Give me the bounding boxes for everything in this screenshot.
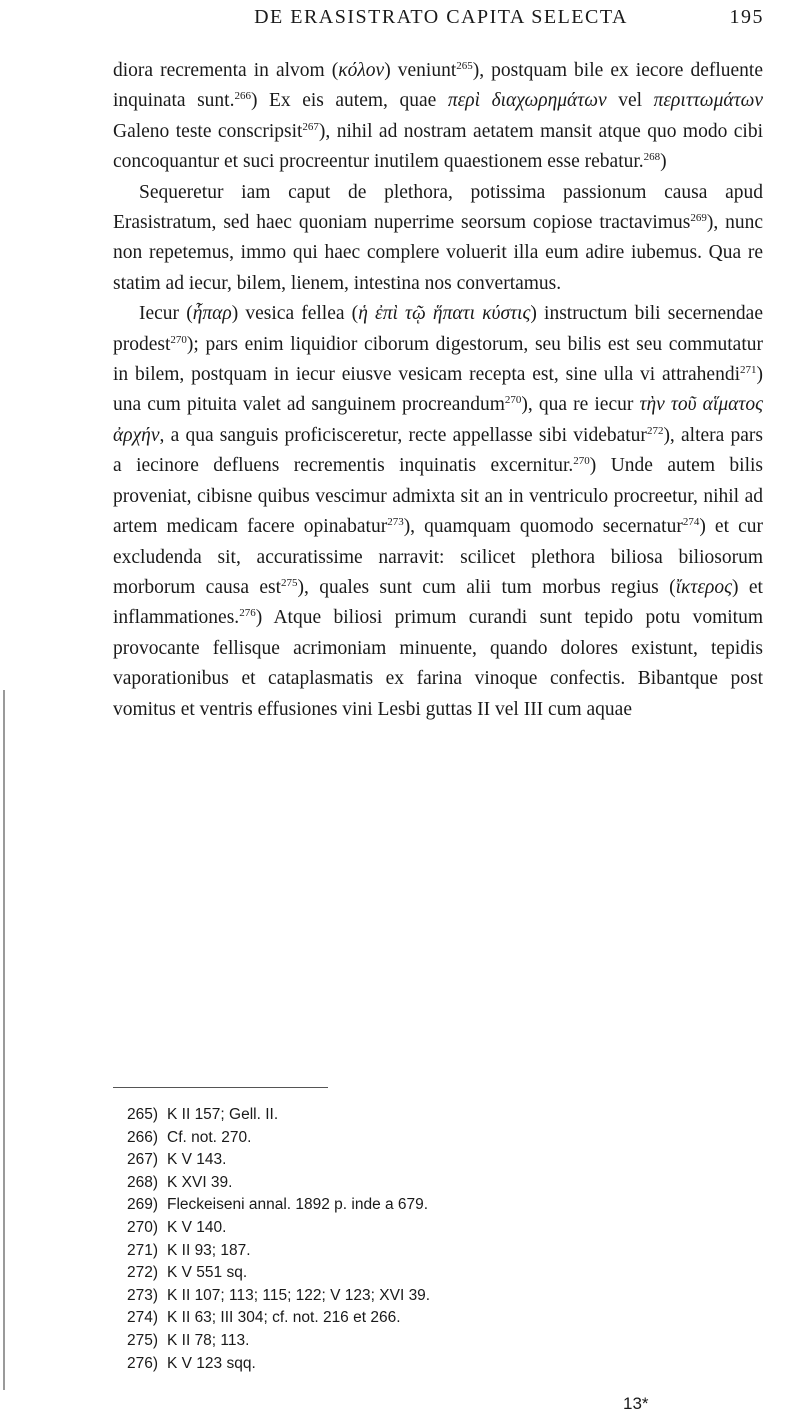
greek-term: ἴκτερος bbox=[675, 576, 733, 598]
footnote-text: Fleckeiseni annal. 1892 p. inde a 679. bbox=[167, 1196, 429, 1214]
text-segment: ) Ex eis autem, quae bbox=[250, 90, 448, 112]
greek-term: ἡ ἐπὶ τῷ ἥπατι κύστις bbox=[358, 303, 531, 325]
footnote-text: K XVI 39. bbox=[167, 1173, 233, 1191]
running-header bbox=[96, 6, 786, 40]
footnote-separator bbox=[113, 1087, 328, 1088]
footnote-number: 270) bbox=[127, 1218, 159, 1236]
text-segment: ) una cum pituita valet ad sanguinem procreandum bbox=[113, 364, 763, 416]
footnote-ref: 270 bbox=[573, 455, 590, 468]
greek-term: τὴν τοῦ αἵματος ἀρχήν bbox=[113, 394, 763, 446]
footnote bbox=[127, 1353, 727, 1376]
footnote-text: K V 140. bbox=[167, 1218, 227, 1236]
footnote-number: 269) bbox=[127, 1196, 159, 1214]
paragraph bbox=[113, 56, 763, 178]
footnote-number: 276) bbox=[127, 1354, 159, 1372]
footnote-ref: 274 bbox=[682, 516, 700, 529]
footnote-text: K V 143. bbox=[167, 1151, 227, 1169]
footnote bbox=[127, 1104, 727, 1127]
footnote-text: K II 157; Gell. II. bbox=[167, 1106, 279, 1123]
footnote-number: 273) bbox=[127, 1286, 159, 1304]
text-segment: ), nunc non repetemus, immo qui haec complere voluerit illa eum adire iubemus. Qua re statim ad iecur, bilem, lienem, intestina nos convertamus. bbox=[113, 212, 763, 294]
footnote-number: 266) bbox=[127, 1128, 159, 1146]
footnote bbox=[127, 1285, 727, 1308]
text-segment: ); pars enim liquidior ciborum digestorum, seu bilis est seu commutatur in bilem, postquam in iecur eiusve vesicam recepta est, sine ulla vi attrahendi bbox=[113, 333, 763, 386]
paragraph bbox=[113, 299, 763, 725]
footnote-ref: 271 bbox=[740, 364, 757, 377]
text-segment: ) instructum bili secernendae prodest bbox=[113, 303, 763, 355]
running-title: DE ERASISTRATO CAPITA SELECTA bbox=[254, 6, 628, 28]
footnote-ref: 276 bbox=[239, 607, 256, 620]
text-segment: Sequeretur iam caput de plethora, potissima passionum causa apud Erasistratum, sed haec quoniam nuperrime seorsum copiose tractavimus bbox=[113, 181, 763, 234]
text-segment: Galeno teste conscripsit bbox=[113, 120, 303, 142]
page-number: 195 bbox=[729, 6, 764, 28]
footnote bbox=[127, 1262, 727, 1285]
footnote-number: 271) bbox=[127, 1241, 159, 1259]
footnote-text: K V 551 sq. bbox=[167, 1264, 248, 1282]
text-segment: ), qua re iecur bbox=[521, 394, 640, 416]
page-edge-shadow bbox=[3, 690, 5, 1390]
text-segment: ), postquam bile ex iecore defluente inquinata sunt. bbox=[113, 60, 763, 112]
text-segment: ) et cur excludenda sit, accuratissime narravit: scilicet plethora biliosa biliosorum morborum causa est bbox=[113, 516, 763, 598]
text-segment: ), quales sunt cum alii tum morbus regius ( bbox=[297, 576, 676, 598]
footnote-ref: 267 bbox=[302, 120, 319, 133]
footnote bbox=[127, 1330, 727, 1353]
text-segment: ) bbox=[660, 151, 667, 173]
footnote-ref: 273 bbox=[387, 516, 404, 529]
footnote-text: Cf. not. 270. bbox=[167, 1128, 252, 1146]
text-segment: , a qua sanguis proficisceretur, recte appellasse sibi videbatur bbox=[159, 424, 647, 446]
footnote-text: K II 78; 113. bbox=[167, 1331, 250, 1349]
greek-term: κόλον bbox=[338, 60, 385, 81]
footnote-ref: 270 bbox=[504, 394, 522, 407]
text-segment: ), altera pars a iecinore defluens recrementis inquinatis excernitur. bbox=[113, 424, 763, 477]
signature-mark: 13* bbox=[623, 1394, 649, 1413]
footnote-text: K II 93; 187. bbox=[167, 1241, 251, 1259]
text-segment: diora recrementa in alvom ( bbox=[113, 60, 339, 81]
text-segment: ), nihil ad nostram aetatem mansit atque quo modo cibi concoquantur et suci procreentur inutilem quaestionem esse rebatur. bbox=[113, 120, 764, 173]
greek-term: ἧπαρ bbox=[192, 303, 232, 325]
text-segment: ) Unde autem bilis proveniat, cibisne quibus vescimur admixta sit an in ventriculo procreetur, nihil ad artem medicam facere opinabatur bbox=[113, 455, 763, 538]
text-segment: Iecur ( bbox=[139, 303, 193, 325]
footnote-ref: 275 bbox=[281, 576, 298, 589]
text-segment: ) veniunt bbox=[384, 60, 457, 81]
footnote-number: 275) bbox=[127, 1331, 159, 1349]
footnote-ref: 265 bbox=[456, 60, 473, 72]
footnote-number: 267) bbox=[127, 1151, 159, 1169]
footnote-ref: 268 bbox=[643, 151, 661, 164]
main-text bbox=[113, 56, 763, 725]
footnote bbox=[127, 1217, 727, 1240]
paragraph bbox=[113, 178, 763, 300]
footnote-number: 265) bbox=[127, 1106, 159, 1123]
footnote bbox=[127, 1240, 727, 1263]
text-segment: ) et inflammationes. bbox=[113, 576, 763, 629]
text-segment: ), quamquam quomodo secernatur bbox=[403, 516, 683, 538]
greek-term: περιττωμάτων bbox=[653, 90, 763, 112]
footnote bbox=[127, 1172, 727, 1195]
text-segment: ) vesica fellea ( bbox=[231, 303, 359, 325]
footnote-text: K II 107; 113; 115; 122; V 123; XVI 39. bbox=[167, 1286, 431, 1304]
footnote-number: 272) bbox=[127, 1264, 159, 1282]
footnote-ref: 266 bbox=[234, 90, 251, 103]
footnote bbox=[127, 1307, 727, 1330]
footnote-ref: 270 bbox=[170, 333, 187, 346]
footnotes bbox=[127, 1104, 727, 1375]
footnote bbox=[127, 1194, 727, 1217]
footnote-text: K V 123 sqq. bbox=[167, 1354, 256, 1372]
footnote bbox=[127, 1149, 727, 1172]
footnote-ref: 269 bbox=[690, 212, 707, 225]
footnote-number: 274) bbox=[127, 1309, 159, 1327]
footnote bbox=[127, 1127, 727, 1150]
text-segment: vel bbox=[606, 90, 654, 112]
footnote-text: K II 63; III 304; cf. not. 216 et 266. bbox=[167, 1309, 401, 1327]
footnote-ref: 272 bbox=[646, 424, 664, 437]
footnote-number: 268) bbox=[127, 1173, 159, 1191]
greek-term: περὶ διαχωρημάτων bbox=[447, 90, 607, 112]
text-segment: ) Atque biliosi primum curandi sunt tepido potu vomitum provocante fellisque acrimoniam minuente, quando dolores existunt, tepidis vaporationibus et cataplasmatis ex farina vinoque confectis. Bibantque post vomitus et ventris effusiones vini Lesbi guttas II vel III cum aquae bbox=[113, 607, 763, 720]
